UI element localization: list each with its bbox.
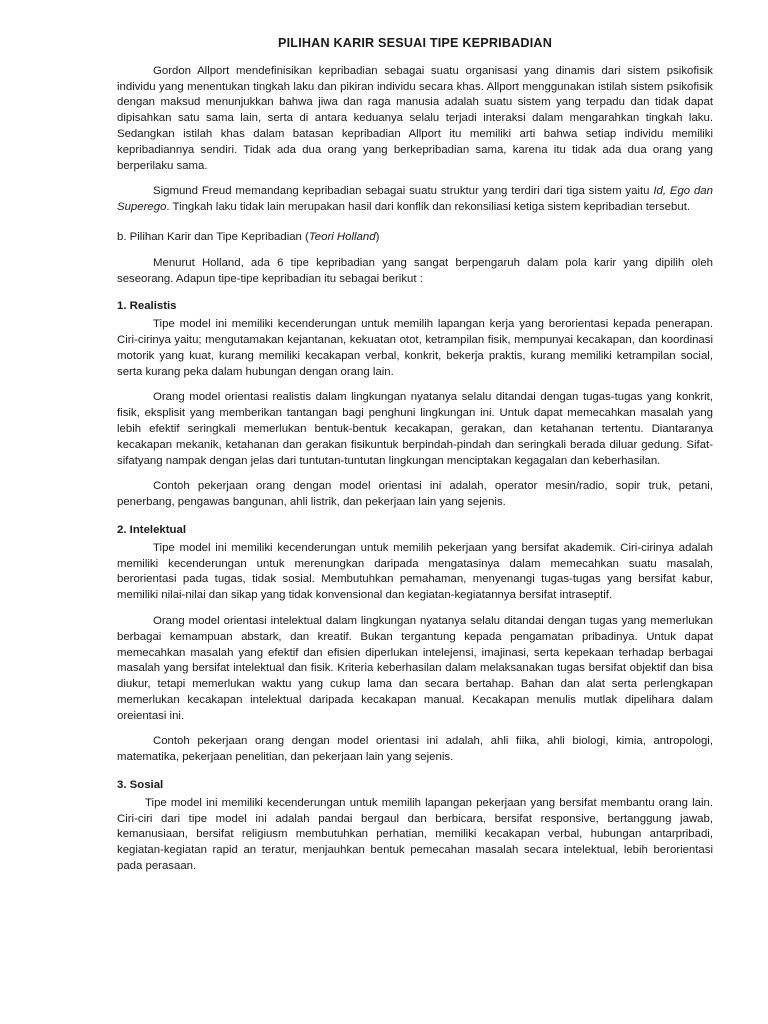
type-paragraph: Orang model orientasi realistis dalam lingkungan nyatanya selalu ditandai dengan tugas-tugas yang konkrit, fisik, eksplisit yang memberikan tantangan bagi penghuni lingkungan ini. Untuk dapat memecahkan masalah yang lebih efektif seringkali memerlukan bentuk-bentuk kecakapan, gerakan, dan ketahanan tertentu. Diantaranya kecakapan mekanik, ketahanan dan gerakan fisikuntuk berpindah-pindah dan seringkali berada diluar gedung. Sifat-sifatyang nampak dengan jelas dari tuntutan-tuntutan lingkungan menciptakan kegagalan dan keberhasilan. bbox=[117, 391, 713, 467]
type-paragraph: Orang model orientasi intelektual dalam lingkungan nyatanya selalu ditandai dengan tugas yang memerlukan berbagai kemampuan abstark, dan kreatif. Bukan tergantung kepada pengamatan pribadinya. Untuk dapat memecahkan masalah yang efektif dan efisien diperlukan intelejensi, imajinasi, serta kepekaan terhadap berbagai masalah yang bersifat intelektual dan fisik. Kriteria keberhasilan dalam melaksanakan tugas bersifat objektif dan bisa diukur, tetapi memerlukan waktu yang cukup lama dan secara bertahap. Bahan dan alat serta perlengkapan memerlukan kecakapan intelektual daripada kecakapan manual. Kecakapan menulis mutlak dipelihara dalam oreientasi ini. bbox=[117, 614, 713, 722]
type-heading-intelektual: 2. Intelektual bbox=[117, 523, 187, 536]
type-paragraph: Contoh pekerjaan orang dengan model orientasi ini adalah, ahli fiika, ahli biologi, kimia, antropologi, matematika, pekerjaan penelitian, dan pekerjaan lain yang sejenis. bbox=[117, 735, 713, 764]
freud-text-b: . Tingkah laku tidak lain merupakan hasil dari konflik dan rekonsiliasi ketiga sistem kepribadian tersebut. bbox=[166, 201, 691, 214]
section-b-paragraph: Menurut Holland, ada 6 tipe kepribadian yang sangat berpengaruh dalam pola karir yang dipilih oleh seseorang. Adapun tipe-tipe kepribadian itu sebagai berikut : bbox=[117, 256, 713, 285]
section-b-heading bbox=[117, 230, 713, 246]
document-page bbox=[117, 36, 713, 875]
type-paragraph: Contoh pekerjaan orang dengan model orientasi ini adalah, operator mesin/radio, sopir truk, petani, penerbang, pengawas bangunan, ahli listrik, dan pekerjaan lain yang sejenis. bbox=[117, 480, 713, 509]
freud-text-a: Sigmund Freud memandang kepribadian sebagai suatu struktur yang terdiri dari tiga sistem yaitu bbox=[153, 185, 654, 198]
section-b-label-a: b. Pilihan Karir dan Tipe Kepribadian ( bbox=[117, 230, 309, 243]
type-paragraph: Tipe model ini memiliki kecenderungan untuk memilih lapangan kerja yang berorientasi kepada penerapan. Ciri-cirinya yaitu; mengutamakan kejantanan, kekuatan otot, ketrampilan fisik, mempunyai kecakapan, dan koordinasi motorik yang kuat, kurang memiliki kecakapan verbal, konkrit, bekerja praktis, kurang memiliki ketrampilan social, serta kurang peka dalam hubungan dengan orang lain. bbox=[117, 318, 713, 378]
intro-paragraph-allport: Gordon Allport mendefinisikan kepribadian sebagai suatu organisasi yang dinamis dari sistem psikofisik individu yang menentukan tingkah laku dan pikiran individu secara khas. Allport menggunakan istilah sistem psikofisik dengan maksud menunjukkan bahwa jiwa dan raga manusia adalah suatu sistem yang terpadu dan tidak dapat dipisahkan satu sama lain, serta di antara keduanya selalu terjadi interaksi dalam mengarahkan tingkah laku. Sedangkan istilah khas dalam batasan kepribadian Allport itu memiliki arti bahwa setiap individu memiliki kepribadiannya sendiri. Tidak ada dua orang yang berkepribadian sama, karena itu tidak ada dua orang yang berperilaku sama. bbox=[117, 64, 713, 172]
type-paragraph: Tipe model ini memiliki kecenderungan untuk memilih pekerjaan yang bersifat akademik. Ciri-cirinya adalah memiliki kecenderungan untuk merenungkan daripada mengatasinya dalam memecahkan suatu masalah, berorientasi pada tugas, tidak sosial. Membutuhkan pemahaman, menyenangi tugas-tugas yang bersifat kabur, memiliki nilai-nilai dan sikap yang tidak konvensional dan kegiatan-kegiatannya bersifat intraseptif. bbox=[117, 541, 713, 602]
section-b-label-italic: Teori Holland bbox=[308, 230, 376, 243]
section-b-label-b: ) bbox=[375, 230, 380, 243]
type-heading-realistis: 1. Realistis bbox=[117, 300, 177, 313]
type-paragraph: Tipe model ini memiliki kecenderungan untuk memilih lapangan pekerjaan yang bersifat membantu orang lain. Ciri-ciri dari tipe model ini adalah pandai bergaul dan berbicara, bersifat responsive, bertanggung jawab, kemanusiaan, bersifat religiusm membutuhkan perhatian, memiliki kecakapan verbal, hubungan antarpribadi, kegiatan-kegiatan rapid an teratur, menjauhkan bentuk pemecahan masalah secara intelektual, lebih berorientasi pada perasaan. bbox=[117, 796, 713, 873]
freud-italic-terms: Id, Ego dan Superego bbox=[117, 185, 713, 214]
type-heading-sosial: 3. Sosial bbox=[117, 779, 164, 792]
intro-paragraph-freud bbox=[117, 184, 713, 216]
page-title: PILIHAN KARIR SESUAI TIPE KEPRIBADIAN bbox=[278, 36, 552, 50]
